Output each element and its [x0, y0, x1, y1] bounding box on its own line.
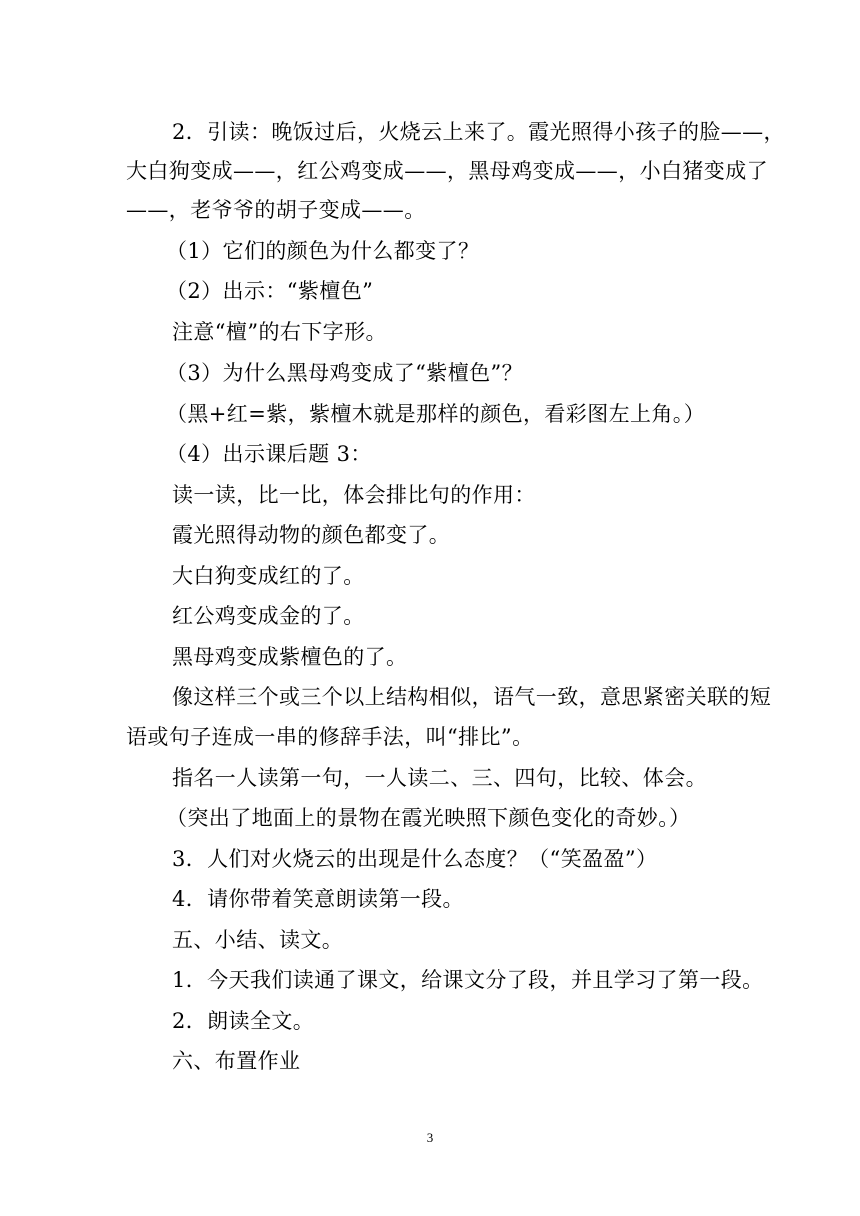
paragraph-line: （突出了地面上的景物在霞光映照下颜色变化的奇妙。） — [166, 806, 691, 830]
paragraph-line: 大白狗变成——，红公鸡变成——，黑母鸡变成——，小白猪变成了 — [126, 159, 768, 183]
paragraph-line: （1）它们的颜色为什么都变了？ — [166, 239, 480, 263]
paragraph-line: 4．请你带着笑意朗读第一段。 — [172, 887, 464, 911]
paragraph-line: 3．人们对火烧云的出现是什么态度？（“笑盈盈”） — [172, 847, 658, 871]
paragraph-line: 读一读，比一比，体会排比句的作用： — [172, 483, 536, 507]
paragraph-line: 大白狗变成红的了。 — [172, 564, 365, 588]
paragraph-line: 霞光照得动物的颜色都变了。 — [172, 523, 451, 547]
paragraph-line: （黑+红=紫，紫檀木就是那样的颜色，看彩图左上角。） — [166, 402, 706, 426]
paragraph-line: ——，老爷爷的胡子变成——。 — [126, 198, 426, 222]
paragraph-line: 指名一人读第一句，一人读二、三、四句，比较、体会。 — [172, 766, 707, 790]
paragraph-line: 像这样三个或三个以上结构相似，语气一致，意思紧密关联的短 — [172, 685, 772, 709]
paragraph-line: 黑母鸡变成紫檀色的了。 — [172, 645, 408, 669]
paragraph-line: （4）出示课后题 3： — [166, 442, 372, 466]
paragraph-line: 2．引读：晚饭过后，火烧云上来了。霞光照得小孩子的脸——， — [172, 120, 785, 144]
paragraph-line: （2）出示：“紫檀色” — [166, 279, 374, 303]
paragraph-line: 红公鸡变成金的了。 — [172, 604, 365, 628]
paragraph-line: 五、小结、读文。 — [172, 928, 344, 952]
paragraph-line: （3）为什么黑母鸡变成了“紫檀色”？ — [166, 361, 524, 385]
page-number: 3 — [426, 1130, 434, 1145]
paragraph-line: 语或句子连成一串的修辞手法，叫“排比”。 — [126, 725, 534, 749]
paragraph-line: 六、布置作业 — [172, 1049, 301, 1073]
paragraph-line: 1．今天我们读通了课文，给课文分了段，并且学习了第一段。 — [172, 968, 764, 992]
paragraph-line: 注意“檀”的右下字形。 — [172, 320, 387, 344]
paragraph-line: 2．朗读全文。 — [172, 1009, 315, 1033]
